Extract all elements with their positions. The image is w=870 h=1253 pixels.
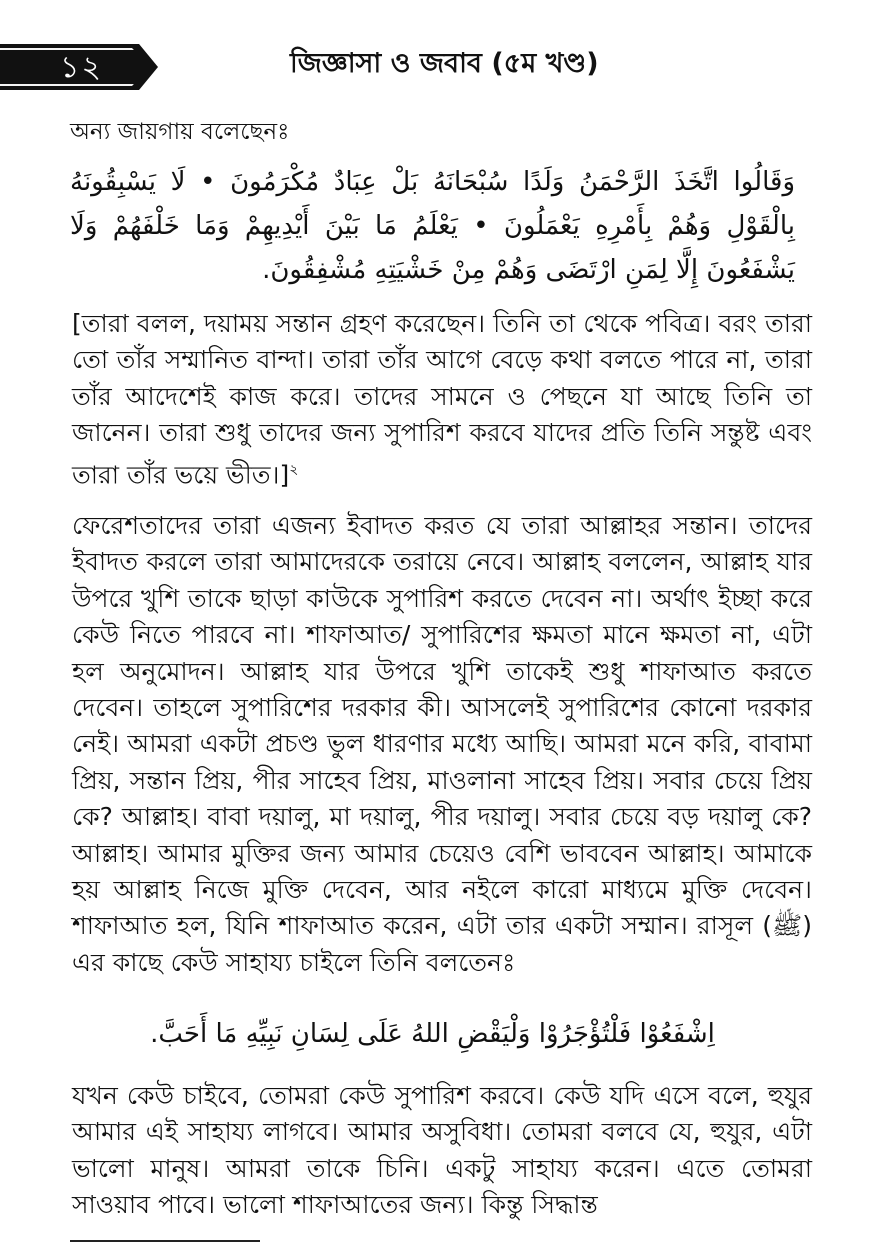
footnote-marker: ২ (289, 461, 299, 478)
hadith-arabic: اِشْفَعُوْا فَلْتُؤْجَرُوْا وَلْيَقْضِ اللهُ عَلَى لِسَانِ نَبِيِّهِ مَا أَحَبَّ. (150, 1019, 715, 1049)
intro-line: অন্য জায়গায় বলেছেনঃ (70, 119, 290, 145)
verse-translation (72, 306, 812, 493)
running-title: জিজ্ঞাসা ও জবাব (৫ম খণ্ড) (290, 48, 599, 79)
footnote-divider (70, 1240, 260, 1242)
main-paragraph: ফেরেশতাদের তারা এজন্য ইবাদত করত যে তারা আল্লাহর সন্তান। তাদের ইবাদত করলে তারা আমাদেরকে তরায়ে নেবে। আল্লাহ বললেন, আল্লাহ যার উপরে খুশি তাকে ছাড়া কাউকে সুপারিশ করতে দেবেন না। অর্থাৎ ইচ্ছা করে কেউ নিতে পারবে না। শাফাআত/ সুপারিশের ক্ষমতা মানে ক্ষমতা না, এটা হল অনুমোদন। আল্লাহ যার উপরে খুশি তাকেই শুধু শাফাআত করতে দেবেন। তাহলে সুপারিশের দরকার কী। আসলেই সুপারিশের কোনো দরকার নেই। আমরা একটা প্রচণ্ড ভুল ধারণার মধ্যে আছি। আমরা মনে করি, বাবামা প্রিয়, সন্তান প্রিয়, পীর সাহেব প্রিয়, মাওলানা সাহেব প্রিয়। সবার চেয়ে প্রিয় কে? আল্লাহ। বাবা দয়ালু, মা দয়ালু, পীর দয়ালু। সবার চেয়ে বড় দয়ালু কে? আল্লাহ। আমার মুক্তির জন্য আমার চেয়েও বেশি ভাববেন আল্লাহ। আমাকে হয় আল্লাহ নিজে মুক্তি দেবেন, আর নইলে কারো মাধ্যমে মুক্তি দেবেন। শাফাআত হল, যিনি শাফাআত করেন, এটা তার একটা সম্মান। রাসূল (ﷺ) এর কাছে কেউ সাহায্য চাইলে তিনি বলতেনঃ (72, 511, 812, 977)
page-number: ১২ (60, 50, 103, 85)
arabic-verse: وَقَالُوا اتَّخَذَ الرَّحْمَنُ وَلَدًا سُبْحَانَهُ بَلْ عِبَادٌ مُكْرَمُونَ • لَا يَسْبِقُونَهُ بِالْقَوْلِ وَهُمْ بِأَمْرِهِ يَعْمَلُونَ • يَعْلَمُ مَا بَيْنَ أَيْدِيهِمْ وَمَا خَلْفَهُمْ وَلَا يَشْفَعُونَ إِلَّا لِمَنِ ارْتَضَى وَهُمْ مِنْ خَشْيَتِهِ مُشْفِقُونَ. (70, 167, 795, 285)
translation-text: [তারা বলল, দয়াময় সন্তান গ্রহণ করেছেন। তিনি তা থেকে পবিত্র। বরং তারা তো তাঁর সম্মানিত বান্দা। তারা তাঁর আগে বেড়ে কথা বলতে পারে না, তারা তাঁর আদেশেই কাজ করে। তাদের সামনে ও পেছনে যা আছে তিনি তা জানেন। তারা শুধু তাদের জন্য সুপারিশ করবে যাদের প্রতি তিনি সন্তুষ্ট এবং তারা তাঁর ভয়ে ভীত।] (72, 309, 812, 489)
closing-paragraph: যখন কেউ চাইবে, তোমরা কেউ সুপারিশ করবে। কেউ যদি এসে বলে, হুযুর আমার এই সাহায্য লাগবে। আমার অসুবিধা। তোমরা বলবে যে, হুযুর, এটা ভালো মানুষ। আমরা তাকে চিনি। একটু সাহায্য করেন। এতে তোমরা সাওয়াব পাবে। ভালো শাফাআতের জন্য। কিন্তু সিদ্ধান্ত (72, 1081, 812, 1220)
